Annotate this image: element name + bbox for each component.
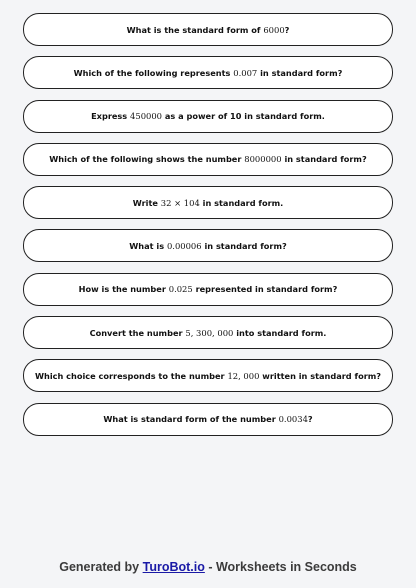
math-expression: 450000 (130, 111, 163, 122)
math-expression: 0.007 (233, 67, 258, 78)
question-item (23, 13, 393, 46)
question-item (23, 273, 393, 306)
question-text: How is the number (78, 284, 166, 295)
question-text: Write (132, 197, 158, 208)
math-expression: 6000 (263, 24, 285, 35)
question-text: Which of the following represents (73, 67, 231, 78)
question-text: represented in standard form? (195, 284, 338, 295)
question-item (23, 316, 393, 349)
math-expression: 0.025 (168, 284, 193, 295)
question-text: in standard form? (284, 154, 367, 165)
question-text: as a power of 10 in standard form. (164, 111, 325, 122)
question-item (23, 229, 393, 262)
question-text: What is (129, 240, 165, 251)
footer (0, 560, 416, 574)
question-text: What is the standard form of (126, 24, 261, 35)
math-expression: 32 × 10 (160, 197, 195, 208)
math-expression: 0.0034 (278, 414, 308, 425)
math-expression: 8000000 (244, 154, 282, 165)
math-expression: 12, 000 (227, 370, 260, 381)
question-text: Which of the following shows the number (49, 154, 242, 165)
question-item (23, 100, 393, 133)
question-text: in standard form? (260, 67, 343, 78)
question-item (23, 359, 393, 392)
question-item (23, 56, 393, 89)
question-text: into standard form. (236, 327, 327, 338)
question-text: What is standard form of the number (103, 414, 276, 425)
math-expression: 5, 300, 000 (185, 327, 234, 338)
math-expression: 0.00006 (166, 240, 202, 251)
question-text: ? (307, 414, 313, 425)
question-text: written in standard form? (262, 370, 382, 381)
footer-prefix: Generated by (59, 560, 143, 574)
question-text: Convert the number (89, 327, 183, 338)
question-item (23, 143, 393, 176)
question-text: Which choice corresponds to the number (34, 370, 225, 381)
question-text: Express (91, 111, 128, 122)
math-exponent: 4 (194, 197, 200, 208)
question-list (23, 13, 393, 446)
footer-suffix: - Worksheets in Seconds (204, 560, 357, 574)
question-text: ? (284, 24, 290, 35)
question-item (23, 403, 393, 436)
turobot-link[interactable]: TuroBot.io (142, 560, 205, 574)
question-text: in standard form. (202, 197, 284, 208)
question-text: in standard form? (204, 240, 287, 251)
question-item (23, 186, 393, 219)
